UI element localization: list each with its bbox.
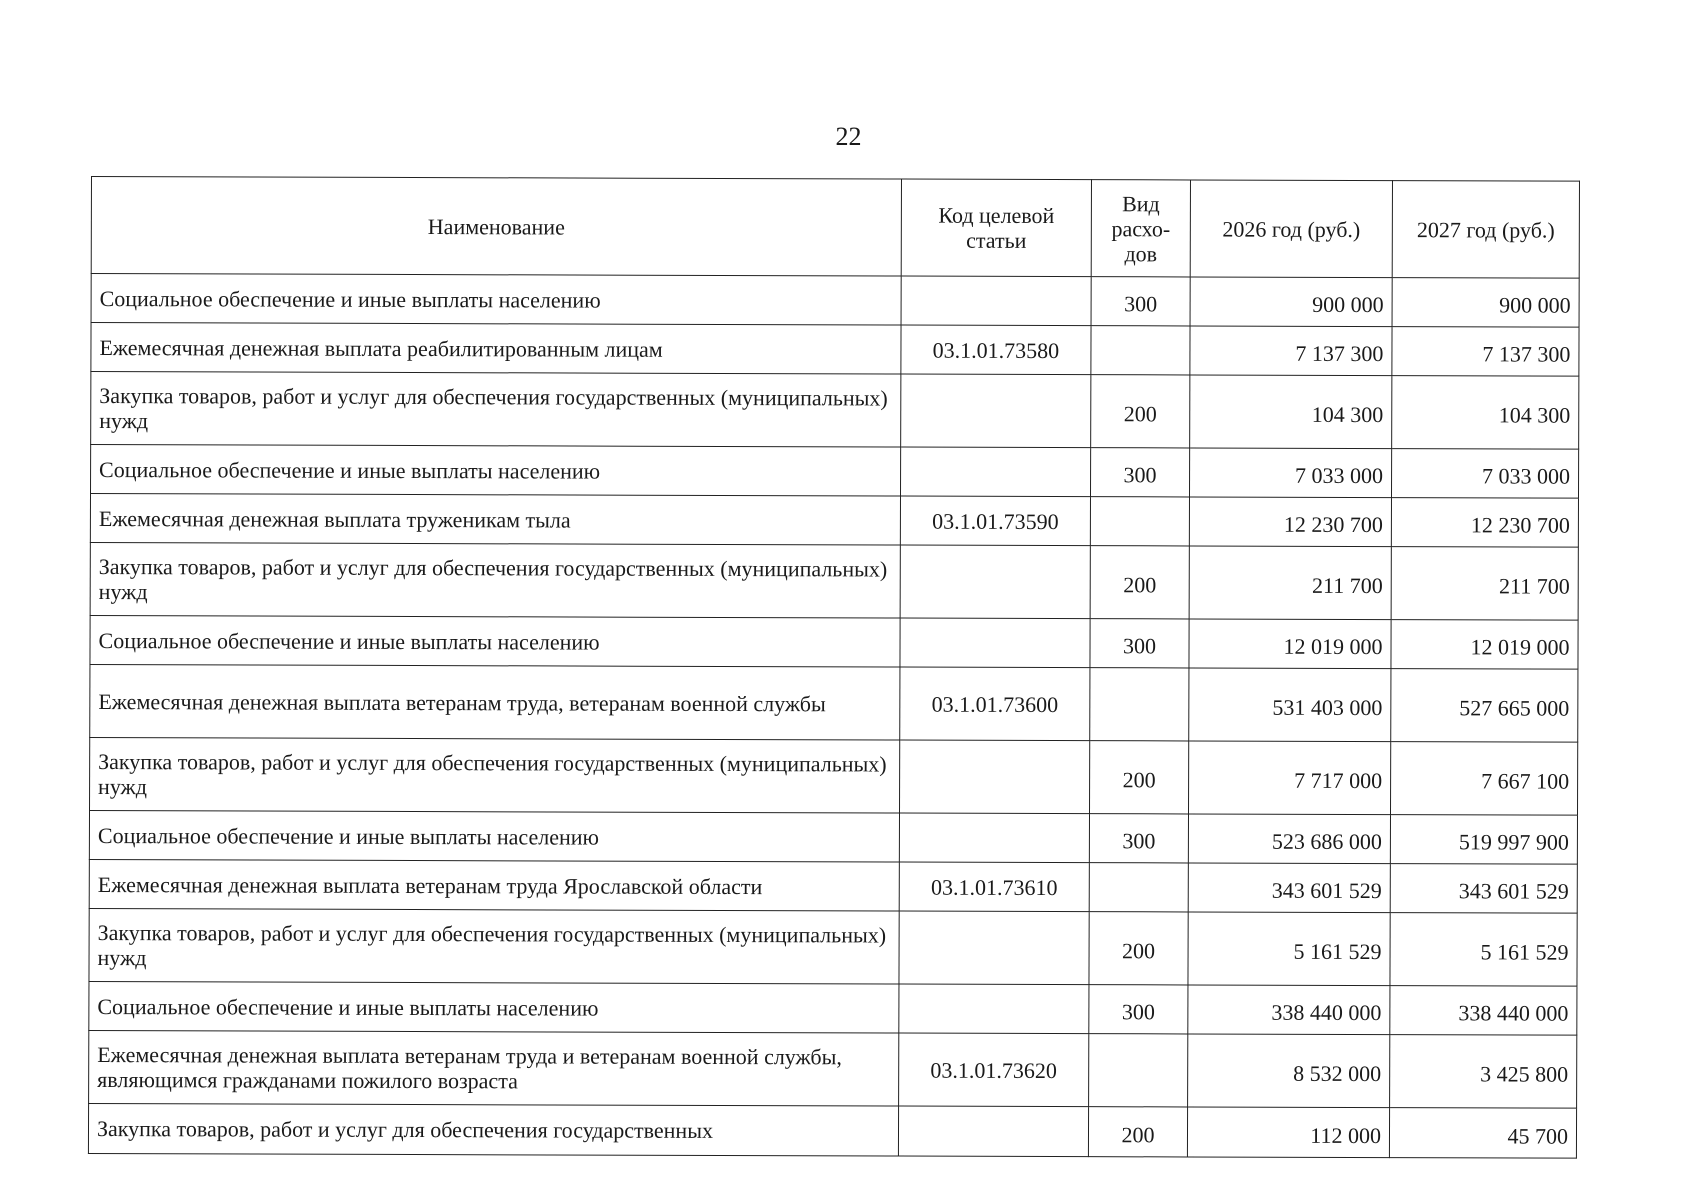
cell-2027: 900 000 <box>1392 278 1579 328</box>
cell-2027: 527 665 000 <box>1391 669 1578 743</box>
cell-name: Социальное обеспечение и иные выплаты населению <box>89 810 899 862</box>
table-row <box>90 615 1578 669</box>
cell-code: 03.1.01.73600 <box>900 667 1090 741</box>
cell-2026: 12 019 000 <box>1189 619 1391 669</box>
cell-code: 03.1.01.73590 <box>900 496 1090 546</box>
cell-2027: 519 997 900 <box>1390 815 1577 865</box>
cell-code: 03.1.01.73620 <box>899 1033 1089 1107</box>
header-name: Наименование <box>91 177 901 277</box>
cell-2027: 12 230 700 <box>1391 498 1578 548</box>
budget-table-container <box>88 176 1579 1159</box>
cell-code: 03.1.01.73610 <box>899 862 1089 912</box>
table-row <box>89 908 1577 986</box>
header-2027: 2027 год (руб.) <box>1392 181 1579 279</box>
table-header-row <box>91 177 1579 279</box>
table-row <box>90 664 1578 742</box>
cell-name: Ежемесячная денежная выплата ветеранам труда Ярославской области <box>89 859 899 911</box>
cell-2027: 45 700 <box>1389 1108 1576 1159</box>
cell-2027: 7 667 100 <box>1391 742 1578 816</box>
cell-2026: 8 532 000 <box>1188 1034 1390 1108</box>
cell-code <box>900 447 1090 497</box>
header-2026: 2026 год (руб.) <box>1190 180 1392 278</box>
cell-vid: 200 <box>1090 546 1189 619</box>
cell-code <box>900 740 1090 814</box>
header-vid: Вид расхо-дов <box>1091 180 1190 277</box>
cell-name: Социальное обеспечение и иные выплаты населению <box>91 445 901 497</box>
cell-code <box>901 276 1091 326</box>
cell-vid: 300 <box>1089 814 1188 863</box>
cell-2026: 338 440 000 <box>1188 985 1390 1035</box>
cell-name: Закупка товаров, работ и услуг для обеспечения государственных (муниципальных) нужд <box>90 542 900 618</box>
cell-code: 03.1.01.73580 <box>901 325 1091 375</box>
cell-name: Ежемесячная денежная выплата реабилитированным лицам <box>91 323 901 375</box>
cell-code <box>900 545 1090 619</box>
cell-name: Закупка товаров, работ и услуг для обеспечения государственных (муниципальных) нужд <box>90 737 900 813</box>
cell-vid: 200 <box>1091 375 1190 448</box>
cell-2026: 523 686 000 <box>1188 814 1390 864</box>
table-row <box>91 274 1579 328</box>
cell-2026: 343 601 529 <box>1188 863 1390 913</box>
cell-name: Социальное обеспечение и иные выплаты населению <box>90 615 900 667</box>
cell-vid: 300 <box>1091 277 1190 326</box>
cell-2027: 3 425 800 <box>1390 1035 1577 1109</box>
cell-vid <box>1089 1034 1188 1107</box>
cell-vid <box>1091 326 1190 375</box>
cell-2026: 211 700 <box>1189 546 1391 620</box>
table-row <box>90 737 1578 815</box>
cell-2026: 531 403 000 <box>1189 668 1391 742</box>
table-row <box>88 1103 1576 1158</box>
cell-name: Закупка товаров, работ и услуг для обеспечения государственных (муниципальных) нужд <box>89 908 899 984</box>
table-row <box>89 810 1577 864</box>
cell-2027: 343 601 529 <box>1390 864 1577 914</box>
cell-2027: 7 137 300 <box>1392 327 1579 377</box>
cell-2027: 104 300 <box>1392 376 1579 450</box>
cell-name: Закупка товаров, работ и услуг для обеспечения государственных (муниципальных) нужд <box>91 372 901 448</box>
cell-name: Социальное обеспечение и иные выплаты населению <box>89 981 899 1033</box>
cell-2027: 338 440 000 <box>1390 986 1577 1036</box>
table-row <box>91 445 1579 499</box>
cell-2027: 12 019 000 <box>1391 620 1578 670</box>
cell-vid: 300 <box>1090 448 1189 497</box>
cell-vid: 300 <box>1090 619 1189 668</box>
cell-code <box>899 984 1089 1034</box>
cell-2026: 7 137 300 <box>1190 326 1392 376</box>
table-row <box>91 372 1579 450</box>
cell-name: Ежемесячная денежная выплата труженикам тыла <box>90 494 900 546</box>
cell-vid: 200 <box>1090 741 1189 814</box>
cell-vid <box>1090 497 1189 546</box>
table-row <box>89 859 1577 913</box>
cell-2026: 12 230 700 <box>1189 497 1391 547</box>
table-row <box>91 323 1579 377</box>
cell-name: Ежемесячная денежная выплата ветеранам труда, ветеранам военной службы <box>90 664 900 740</box>
cell-code <box>899 813 1089 863</box>
cell-code <box>901 374 1091 448</box>
page-number: 22 <box>835 122 862 151</box>
cell-2026: 900 000 <box>1190 277 1392 327</box>
table-row <box>90 494 1578 548</box>
cell-2026: 104 300 <box>1190 375 1392 449</box>
cell-2026: 7 033 000 <box>1189 448 1391 498</box>
cell-2027: 211 700 <box>1391 547 1578 621</box>
cell-vid: 300 <box>1089 985 1188 1034</box>
table-row <box>89 1030 1577 1108</box>
cell-code <box>899 911 1089 985</box>
cell-2026: 5 161 529 <box>1188 912 1390 986</box>
cell-name: Социальное обеспечение и иные выплаты населению <box>91 274 901 326</box>
budget-table <box>88 176 1580 1159</box>
cell-code <box>900 618 1090 668</box>
cell-name: Ежемесячная денежная выплата ветеранам труда и ветеранам военной службы, являющимся гражданами пожилого возраста <box>89 1030 899 1106</box>
cell-vid <box>1090 668 1189 741</box>
table-row <box>90 542 1578 620</box>
cell-2026: 112 000 <box>1187 1107 1389 1158</box>
cell-code <box>898 1106 1088 1157</box>
table-row <box>89 981 1577 1035</box>
cell-2026: 7 717 000 <box>1189 741 1391 815</box>
header-code: Код целевой статьи <box>901 179 1091 277</box>
cell-vid: 200 <box>1088 1107 1187 1157</box>
cell-2027: 5 161 529 <box>1390 913 1577 987</box>
cell-vid <box>1089 863 1188 912</box>
cell-2027: 7 033 000 <box>1391 449 1578 499</box>
cell-vid: 200 <box>1089 912 1188 985</box>
cell-name: Закупка товаров, работ и услуг для обеспечения государственных <box>88 1103 898 1156</box>
